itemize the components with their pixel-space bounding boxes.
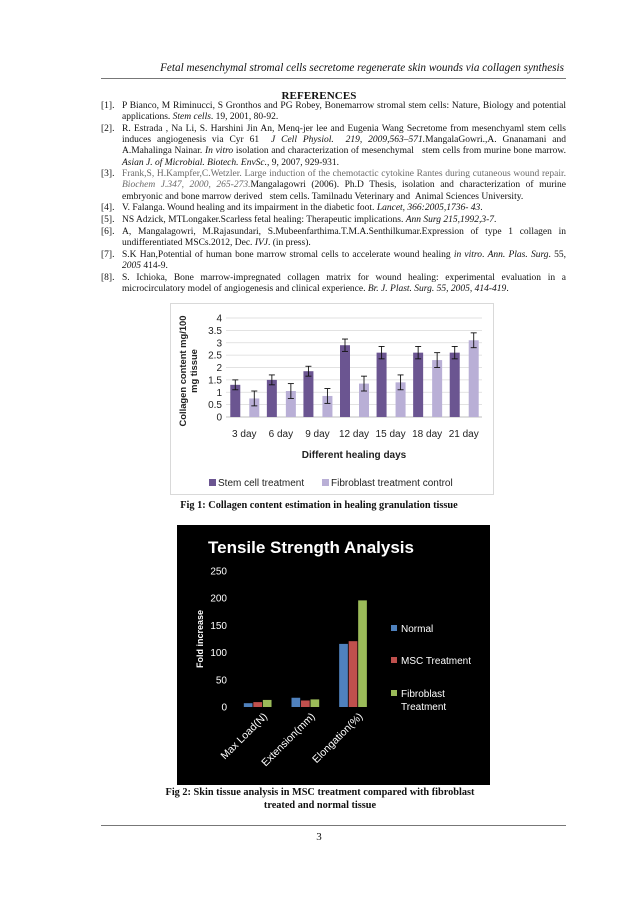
reference-number: [5].	[101, 215, 115, 226]
legend-swatch	[391, 625, 397, 631]
bar	[301, 700, 310, 707]
bar	[339, 644, 348, 707]
reference-number: [6].	[101, 226, 115, 237]
x-tick-label: Elongation(%)	[310, 710, 366, 766]
reference-text: S. Ichioka, Bone marrow-impregnated collagen matrix for wound healing: experimental evaluation in a microcirculatory model of angiogenesis and clinical experience. Br. J. Plast. Surg. 55, 2005, 414-419.	[122, 272, 566, 294]
reference-item	[101, 203, 566, 214]
header-rule	[101, 78, 566, 79]
y-tick-label: 1	[216, 387, 222, 399]
y-axis-title-line: Collagen content mg/100	[177, 315, 188, 427]
references-heading: REFERENCES	[281, 90, 357, 102]
y-tick-label: 0	[221, 702, 227, 714]
bar	[358, 600, 367, 707]
x-tick-label: 18 day	[412, 429, 443, 440]
reference-text: NS Adzick, MTLongaker.Scarless fetal healing: Therapeutic implications. Ann Surg 215,1992,3-7.	[122, 215, 497, 226]
reference-text: S.K Han,Potential of human bone marrow stromal cells to accelerate wound healing in vitro. Ann. Plas. Surg. 55, 2005 414-9.	[122, 249, 567, 271]
bar	[303, 371, 313, 417]
reference-text: A, Mangalagowri, M.Rajasundari, S.Mubeenfarthima.T.M.A.Senthilkumar.Expression of type 1 collagen in undifferentiated MSCs.2012, Dec. IVJ. (in press).	[122, 226, 566, 248]
reference-number: [1].	[101, 101, 115, 111]
y-tick-label: 3	[216, 338, 222, 350]
bar	[263, 700, 272, 707]
bar	[413, 353, 423, 417]
bar	[253, 702, 262, 707]
y-tick-label: 1.5	[208, 375, 222, 387]
bar	[244, 703, 253, 707]
bar	[267, 380, 277, 417]
x-tick-label: Max Load(N)	[218, 710, 270, 763]
y-axis-title-line: mg tissue	[188, 349, 199, 393]
reference-number: [3].	[101, 169, 115, 180]
bar	[349, 641, 358, 707]
x-tick-label: 21 day	[448, 429, 479, 440]
y-tick-label: 2	[216, 363, 222, 374]
legend-swatch	[391, 657, 397, 663]
x-tick-label: 15 day	[375, 429, 406, 440]
reference-number: [8].	[101, 272, 115, 283]
y-tick-label: 0.5	[208, 400, 222, 412]
legend-label: Treatment	[401, 702, 447, 713]
reference-text: V. Falanga. Wound healing and its impairment in the diabetic foot. Lancet, 366:2005,1736- 43.	[122, 203, 483, 214]
figure-1-chart	[170, 303, 494, 495]
x-tick-label: 12 day	[338, 429, 370, 440]
x-tick-label: 9 day	[305, 429, 330, 440]
legend-swatch	[209, 479, 216, 486]
y-tick-label: 200	[210, 593, 227, 605]
y-axis-title: Fold increase	[195, 609, 205, 669]
legend-label: Normal	[401, 624, 434, 635]
y-tick-label: 2.5	[208, 350, 222, 362]
y-axis-title	[177, 316, 199, 427]
reference-item	[101, 124, 566, 169]
legend-label: MSC Treatment	[401, 656, 472, 667]
bar	[450, 353, 460, 417]
reference-list	[101, 101, 566, 295]
x-tick-label: 3 day	[232, 429, 257, 440]
x-axis-title: Different healing days	[301, 450, 407, 461]
reference-number: [7].	[101, 249, 115, 260]
page-number: 3	[316, 831, 322, 843]
y-tick-label: 4	[216, 313, 222, 325]
x-tick-label: 6 day	[268, 429, 294, 440]
y-tick-label: 3.5	[208, 325, 222, 337]
legend-swatch	[322, 479, 329, 486]
reference-item	[101, 101, 566, 123]
bar	[292, 698, 301, 707]
y-tick-label: 100	[210, 648, 227, 660]
reference-text: Frank,S, H.Kampfer,C.Wetzler. Large induction of the chemotactic cytokine Rantes during cutaneous wound repair. Biochem J.347, 2000, 265-273.Mangalagowri (2006). Ph.D Thesis, isolation and characterization of murine embryonic and bone marrow derived stem cells. Tamilnadu Veterinary and Animal Sciences University.	[122, 169, 566, 202]
bar	[469, 340, 479, 417]
x-tick-label: Extension(mm)	[259, 710, 318, 770]
legend-label: Fibroblast treatment control	[331, 478, 453, 489]
footer-rule	[101, 825, 566, 826]
bar	[311, 699, 320, 707]
reference-item	[101, 250, 566, 272]
reference-number: [4].	[101, 203, 115, 214]
bar	[432, 360, 442, 417]
legend-label: Fibroblast	[401, 689, 445, 700]
bar	[377, 353, 387, 417]
chart-title: Tensile Strength Analysis	[208, 538, 414, 557]
y-tick-label: 250	[210, 566, 227, 578]
y-tick-label: 50	[215, 675, 227, 687]
y-tick-label: 150	[210, 620, 227, 632]
figure-1-caption: Fig 1: Collagen content estimation in healing granulation tissue	[180, 500, 458, 511]
reference-text: R. Estrada , Na Li, S. Harshini Jin An, Menq-jer lee and Eugenia Wang Secretome from mesenchyaml stem cells induces angiogenesis via Cyr 61 J Cell Physiol. 219, 2009,563–571.MangalaGowri.,A. Gnanamani and A.Mahalinga Nainar. In vitro isolation and characterization of mesenchymal stem cells from murine bone marrow. Asian J. of Microbial. Biotech. EnvSc., 9, 2007, 929-931.	[122, 123, 566, 168]
legend-label: Stem cell treatment	[218, 478, 305, 489]
reference-number: [2].	[101, 123, 115, 134]
reference-item	[101, 227, 566, 249]
figure-2-chart	[177, 525, 490, 785]
reference-item	[101, 215, 566, 226]
y-tick-label: 0	[216, 412, 222, 424]
figure-2-caption: Fig 2: Skin tissue analysis in MSC treatment compared with fibroblast treated and normal tissue	[165, 787, 475, 811]
bar	[340, 345, 350, 417]
reference-text: P Bianco, M Riminucci, S Gronthos and PG Robey, Bonemarrow stromal stem cells: Nature, Biology and potential applications. Stem cells. 19, 2001, 80-92.	[122, 101, 566, 123]
running-header: Fetal mesenchymal stromal cells secretome regenerate skin wounds via collagen synthesis	[160, 62, 564, 74]
reference-item	[101, 169, 566, 203]
reference-item	[101, 273, 566, 295]
legend-swatch	[391, 690, 397, 696]
